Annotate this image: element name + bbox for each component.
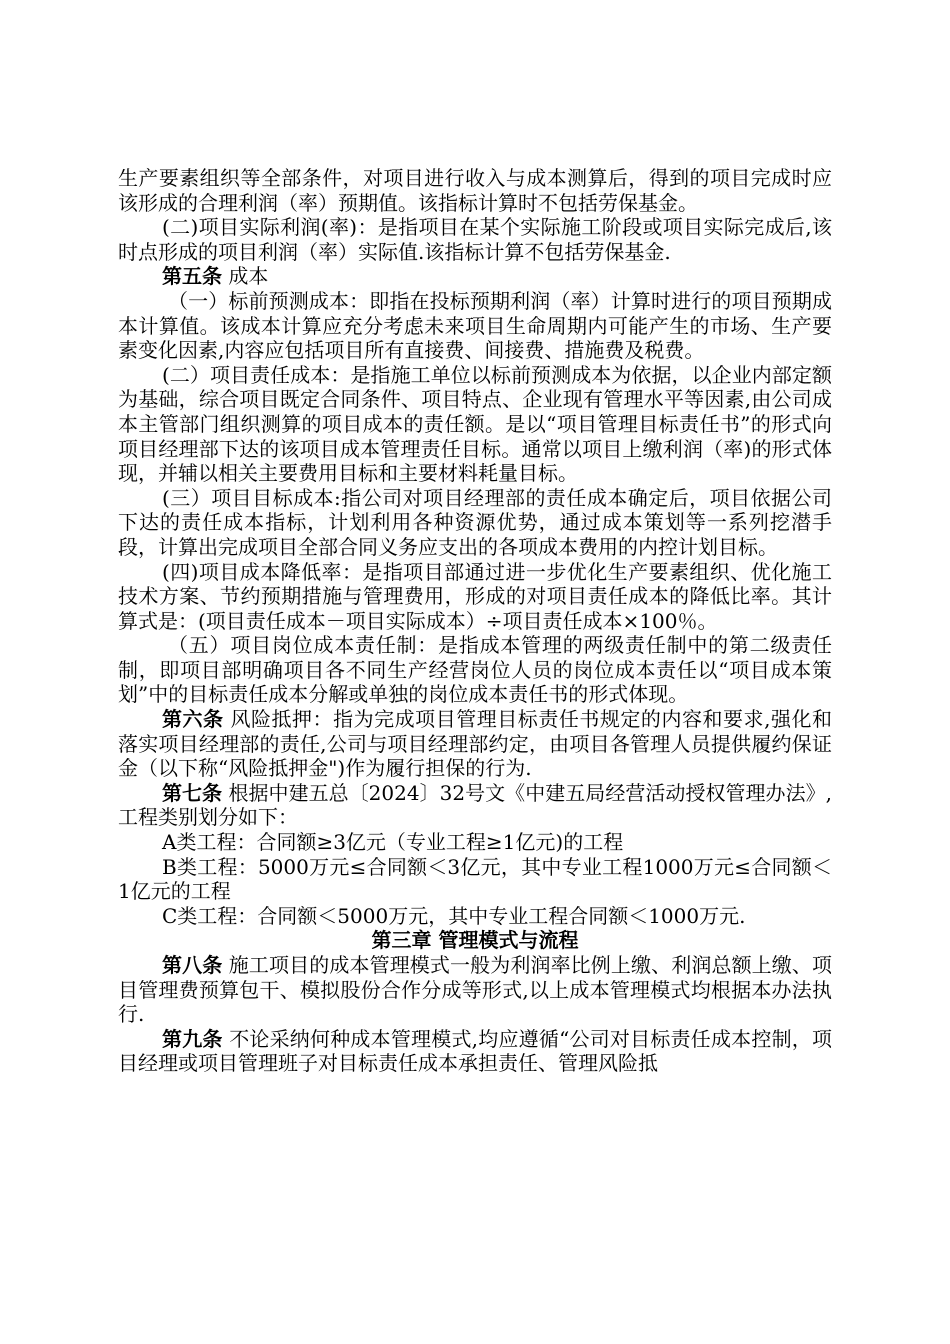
class-c-project: C类工程：合同额＜5000万元，其中专业工程合同额＜1000万元. [162,903,746,928]
paragraph-responsibility-cost: (二）项目责任成本：是指施工单位以标前预测成本为依据，以企业内部定额为基础，综合项目既定合同条件、项目特点、企业现有管理水平等因素,由公司成本主管部门组织测算的项目成本的责任额。是以“项目管理目标责任书”的形式向项目经理部下达的该项目成本管理责任目标。通常以项目上缴利润（率)的形式体现，并辅以相关主要费用目标和主要材料耗量目标。 [118,362,832,486]
article-7-label: 第七条 [162,780,223,805]
paragraph-cost-reduction-rate: (四)项目成本降低率：是指项目部通过进一步优化生产要素组织、优化施工技术方案、节约预期措施与管理费用，形成的对项目责任成本的降低比率。其计算式是：(项目责任成本－项目实际成本）÷项目责任成本×100％。 [118,559,832,633]
article-9-text: 不论采纳何种成本管理模式,均应遵循“公司对目标责任成本控制，项目经理或项目管理班子对目标责任成本承担责任、管理风险抵 [118,1026,832,1076]
paragraph-pre-bid-cost: （一）标前预测成本：即指在投标预期利润（率）计算时进行的项目预期成本计算值。该成本计算应充分考虑未来项目生命周期内可能产生的市场、生产要素变化因素,内容应包括项目所有直接费、间接费、措施费及税费。 [118,288,832,363]
article-9 [118,1027,832,1076]
article-5-text: 成本 [222,264,269,289]
chapter-3-title: 第三章 管理模式与流程 [371,928,579,953]
class-a-project: A类工程：合同额≥3亿元（专业工程≥1亿元)的工程 [162,830,624,855]
paragraph-post-cost-responsibility: （五）项目岗位成本责任制：是指成本管理的两级责任制中的第二级责任制，即项目部明确项目各不同生产经营岗位人员的岗位成本责任以“项目成本策划”中的目标责任成本分解或单独的岗位成本责任书的形式体现。 [118,633,832,707]
article-8 [118,953,832,1027]
article-7-text: 根据中建五总〔2024〕32号文《中建五局经营活动授权管理办法》,工程类别划分如下： [118,780,833,830]
class-b-project: B类工程：5000万元≤合同额＜3亿元，其中专业工程1000万元≤合同额＜1亿元的工程 [118,854,832,904]
document-page [118,166,832,1076]
paragraph-target-cost: (三）项目目标成本:指公司对项目经理部的责任成本确定后，项目依据公司下达的责任成本指标，计划利用各种资源优势，通过成本策划等一系列挖潜手段，计算出完成项目全部合同义务应支出的各项成本费用的内控计划目标。 [118,485,832,559]
paragraph-actual-profit: (二)项目实际利润(率)：是指项目在某个实际施工阶段或项目实际完成后,该时点形成的项目利润（率）实际值.该指标计算不包括劳保基金. [118,215,832,264]
article-8-label: 第八条 [162,953,223,977]
article-6-text: 风险抵押：指为完成项目管理目标责任书规定的内容和要求,强化和落实项目经理部的责任,公司与项目经理部约定，由项目各管理人员提供履约保证金（以下称“风险抵押金")作为履行担保的行为. [118,707,833,781]
article-7 [118,781,832,830]
article-5-heading [118,264,832,289]
article-9-label: 第九条 [162,1026,223,1051]
article-6-label: 第六条 [162,707,224,732]
article-8-text: 施工项目的成本管理模式一般为利润率比例上缴、利润总额上缴、项目管理费预算包干、模拟股份合作分成等形式,以上成本管理模式均根据本办法执行. [118,953,833,1027]
paragraph-continuation: 生产要素组织等全部条件，对项目进行收入与成本测算后，得到的项目完成时应该形成的合理利润（率）预期值。该指标计算时不包括劳保基金。 [118,166,832,215]
article-6 [118,707,832,781]
article-5-label: 第五条 [162,264,222,289]
